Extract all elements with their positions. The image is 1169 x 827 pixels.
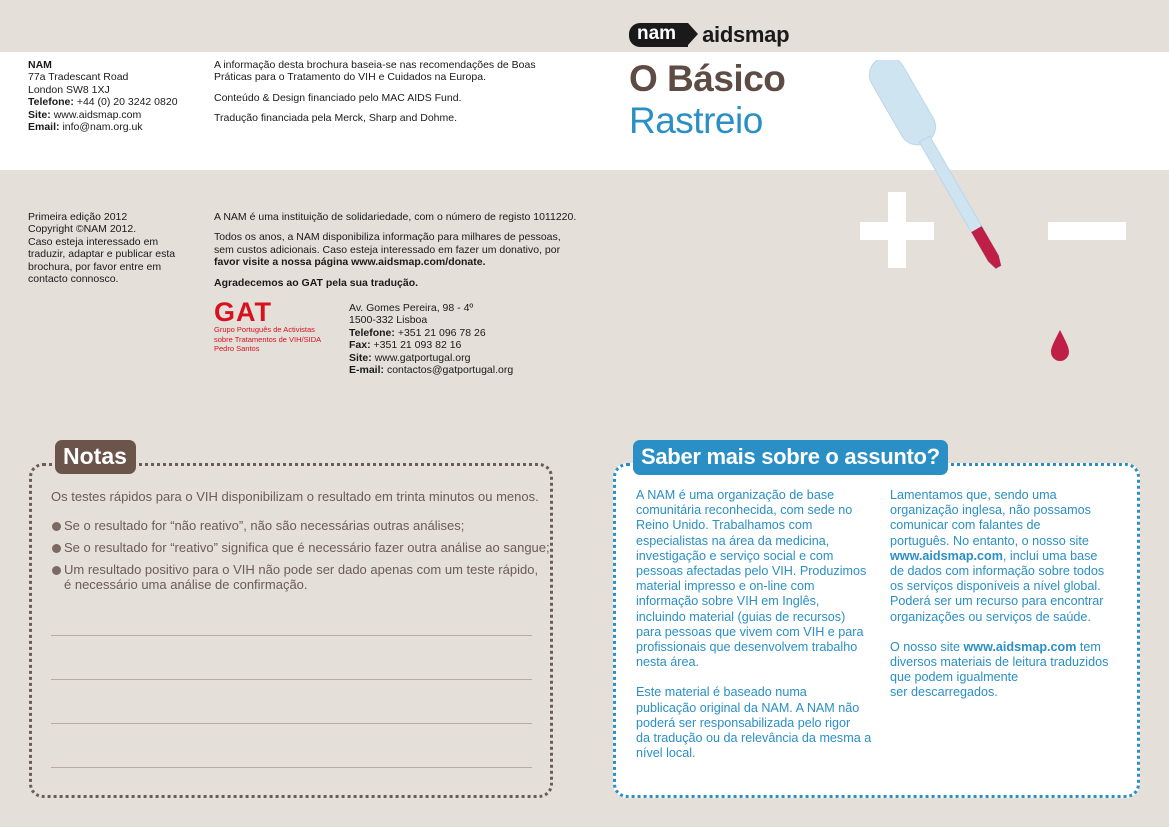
- notes-intro: Os testes rápidos para o VIH disponibilizam o resultado em trinta minutos ou menos.: [51, 489, 539, 504]
- pipette-illustration: [840, 60, 1140, 370]
- gat-subtitle: Grupo Português de Activistas sobre Tratamentos de VIH/SIDA Pedro Santos: [214, 325, 322, 353]
- more-info-col1: A NAM é uma organização de base comunitária reconhecida, com sede no Reino Unido. Trabalhamos com especialistas na área da medicina, investigação e serviço social e com pessoas afectadas pelo VIH. Produzimos material impresso e on-line com informação sobre VIH em Inglês, incluindo material (guias de recursos) para pessoas que vivem com VIH e para profissionais que desenvolvem trabalho nesta área. Este material é baseado numa publicação original da NAM. A NAM não poderá ser responsabilizada pelo rigor da tradução ou da relevância da mesma a nível local.: [636, 488, 872, 761]
- bullet-icon: [52, 522, 61, 531]
- gat-logo: GAT: [214, 297, 272, 327]
- email-link[interactable]: info@nam.org.uk: [62, 121, 143, 134]
- note-line[interactable]: [51, 679, 532, 680]
- plus-icon: [860, 192, 934, 268]
- credits: A informação desta brochura baseia-se nas recomendações de Boas Práticas para o Tratamento do VIH e Cuidados na Europa. Conteúdo & Design financiado pelo MAC AIDS Fund. Tradução financiada pela Merck, Sharp and Dohme.: [214, 59, 536, 125]
- bullet-icon: [52, 566, 61, 575]
- notes-box: [29, 463, 553, 798]
- notes-bullet: Se o resultado for “reativo” significa que é necessário fazer outra análise ao sangue;: [64, 540, 550, 555]
- more-info-col2: Lamentamos que, sendo uma organização inglesa, não possamos comunicar com falantes de português. No entanto, o nosso site www.aidsmap.com, inclui uma base de dados com informação sobre todos os serviços disponíveis a nível global. Poderá ser um recurso para encontrar organizações ou serviços de saúde. O nosso site www.aidsmap.com tem diversos materiais de leitura traduzidos que podem igualmente ser descarregados.: [890, 488, 1109, 700]
- org-name: NAM: [28, 59, 52, 71]
- address-line: 77a Tradescant Road: [28, 71, 129, 84]
- address-line: London SW8 1XJ: [28, 83, 110, 96]
- blood-drop-icon: [1051, 330, 1069, 361]
- note-line[interactable]: [51, 723, 532, 724]
- gat-email-link[interactable]: contactos@gatportugal.org: [386, 364, 514, 377]
- nam-contact: NAM 77a Tradescant Road London SW8 1XJ Telefone: +44 (0) 20 3242 0820 Site: www.aidsmap.com Email: info@nam.org.uk: [28, 59, 178, 134]
- note-line[interactable]: [51, 767, 532, 768]
- title-main: O Básico: [629, 58, 786, 99]
- more-info-heading: Saber mais sobre o assunto?: [633, 440, 948, 475]
- title-sub: Rastreio: [629, 100, 763, 141]
- notes-bullet: Se o resultado for “não reativo”, não são necessárias outras análises;: [64, 518, 465, 533]
- gat-site-link[interactable]: www.gatportugal.org: [374, 351, 471, 364]
- notes-bullet: Um resultado positivo para o VIH não pode ser dado apenas com um teste rápido, é necessário uma análise de confirmação.: [64, 562, 539, 592]
- edition-info: Primeira edição 2012 Copyright ©NAM 2012. Caso esteja interessado em traduzir, adaptar e publicar esta brochura, por favor entre em contacto connosco.: [28, 211, 176, 286]
- minus-icon: [1048, 222, 1126, 240]
- phone: +44 (0) 20 3242 0820: [76, 96, 178, 109]
- aidsmap-link[interactable]: www.aidsmap.com: [890, 548, 1003, 563]
- gat-contact: Av. Gomes Pereira, 98 - 4º 1500-332 Lisboa Telefone: +351 21 096 78 26 Fax: +351 21 093 82 16 Site: www.gatportugal.org E-mail: contactos@gatportugal.org: [349, 302, 514, 377]
- notes-heading: Notas: [55, 440, 136, 474]
- aidsmap-link[interactable]: www.aidsmap.com: [963, 639, 1077, 654]
- note-line[interactable]: [51, 635, 532, 636]
- aidsmap-logo: nam aidsmap: [629, 22, 789, 48]
- site-link[interactable]: www.aidsmap.com: [53, 108, 142, 121]
- bullet-icon: [52, 544, 61, 553]
- charity-info: A NAM é uma instituição de solidariedade, com o número de registo 1011220. Todos os anos, a NAM disponibiliza informação para milhares de pessoas, sem custos adicionais. Caso esteja interessado em fazer um donativo, por favor visite a nossa página www.aidsmap.com/donate. Agradecemos ao GAT pela sua tradução.: [214, 211, 577, 289]
